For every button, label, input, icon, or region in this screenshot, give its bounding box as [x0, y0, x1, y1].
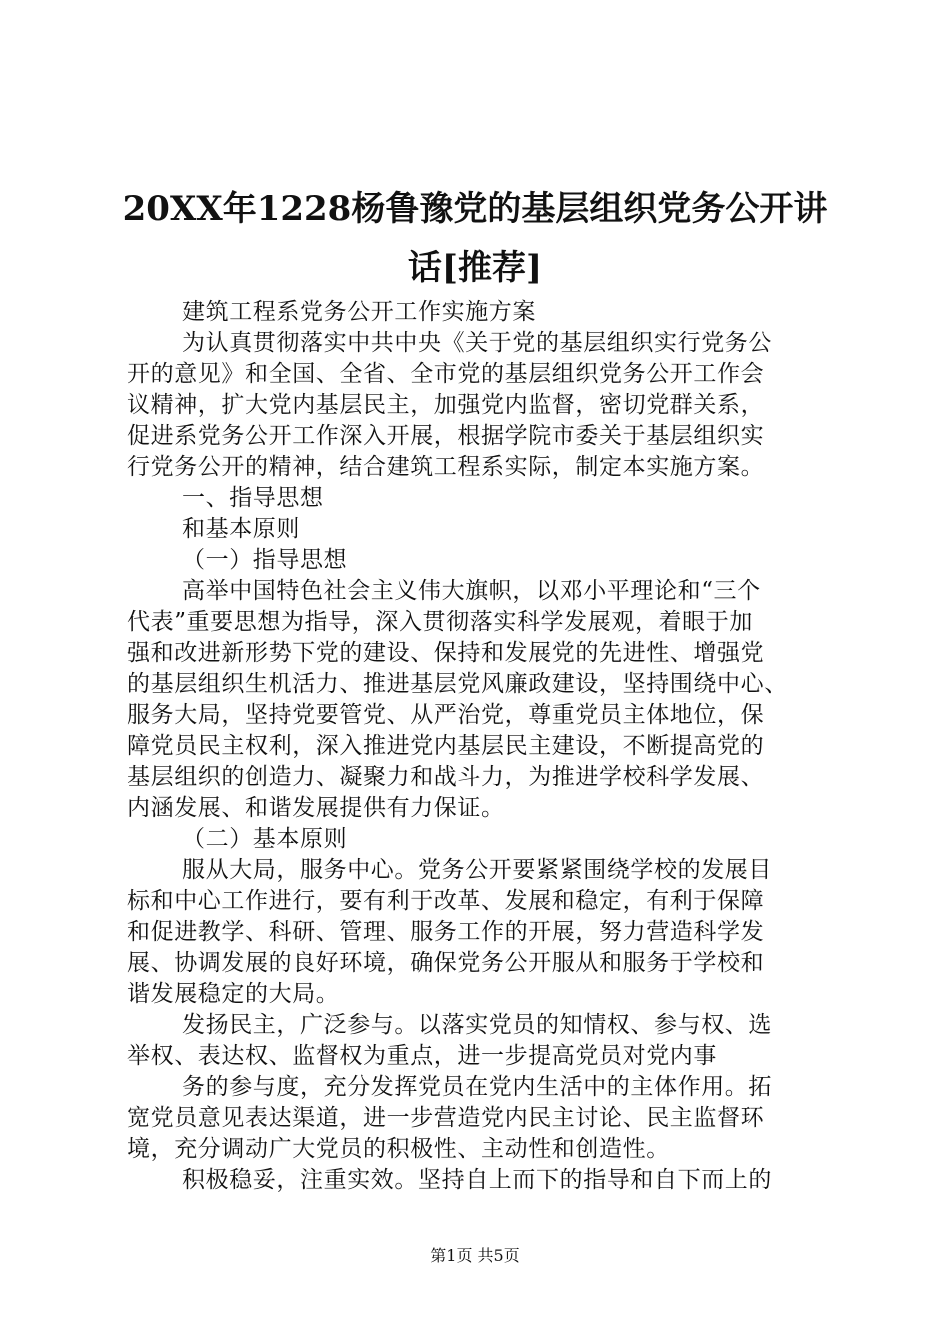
- document-body: [127, 297, 837, 1196]
- body-line: 服从大局，服务中心。党务公开要紧紧围绕学校的发展目: [182, 857, 772, 883]
- body-line: 促进系党务公开工作深入开展，根据学院市委关于基层组织实: [127, 423, 765, 449]
- body-line: 和促进教学、科研、管理、服务工作的开展，努力营造科学发: [127, 919, 765, 945]
- body-line: 高举中国特色社会主义伟大旗帜，以邓小平理论和“三个: [182, 578, 761, 604]
- body-line: 基层组织的创造力、凝聚力和战斗力，为推进学校科学发展、: [127, 764, 765, 790]
- body-line: 为认真贯彻落实中共中央《关于党的基层组织实行党务公: [182, 330, 772, 356]
- body-line: 障党员民主权利，深入推进党内基层民主建设，不断提高党的: [127, 733, 765, 759]
- body-line: 积极稳妥，注重实效。坚持自上而下的指导和自下而上的: [182, 1167, 772, 1193]
- body-line: 服务大局，坚持党要管党、从严治党，尊重党员主体地位，保: [127, 702, 765, 728]
- body-line: 强和改进新形势下党的建设、保持和发展党的先进性、增强党: [127, 640, 765, 666]
- body-line: 开的意见》和全国、全省、全市党的基层组织党务公开工作会: [127, 361, 765, 387]
- body-line: 宽党员意见表达渠道，进一步营造党内民主讨论、民主监督环: [127, 1105, 765, 1131]
- document-title-line-2: 话[推荐]: [407, 248, 543, 288]
- section-heading: 和基本原则: [182, 516, 300, 542]
- body-line: 务的参与度，充分发挥党员在党内生活中的主体作用。拓: [182, 1074, 772, 1100]
- body-line: 代表”重要思想为指导，深入贯彻落实科学发展观，着眼于加: [127, 609, 753, 635]
- body-line: 境，充分调动广大党员的积极性、主动性和创造性。: [127, 1136, 670, 1162]
- body-line: 标和中心工作进行，要有利于改革、发展和稳定，有利于保障: [127, 888, 765, 914]
- body-line: 议精神，扩大党内基层民主，加强党内监督，密切党群关系，: [127, 392, 765, 418]
- section-heading: 一、指导思想: [182, 485, 324, 511]
- subsection-heading: （二）基本原则: [182, 826, 348, 852]
- body-line: 的基层组织生机活力、推进基层党风廉政建设，坚持围绕中心、: [127, 671, 788, 697]
- page-number-footer: 第1页 共5页: [430, 1246, 520, 1265]
- body-line: 谐发展稳定的大局。: [127, 981, 340, 1007]
- body-line: 发扬民主，广泛参与。以落实党员的知情权、参与权、选: [182, 1012, 772, 1038]
- body-line: 展、协调发展的良好环境，确保党务公开服从和服务于学校和: [127, 950, 765, 976]
- document-title-line-1: 20XX年1228杨鲁豫党的基层组织党务公开讲: [122, 189, 828, 229]
- body-line: 内涵发展、和谐发展提供有力保证。: [127, 795, 505, 821]
- body-line: 行党务公开的精神，结合建筑工程系实际，制定本实施方案。: [127, 454, 765, 480]
- subsection-heading: （一）指导思想: [182, 547, 348, 573]
- body-line: 建筑工程系党务公开工作实施方案: [182, 299, 536, 325]
- body-line: 举权、表达权、监督权为重点，进一步提高党员对党内事: [127, 1043, 717, 1069]
